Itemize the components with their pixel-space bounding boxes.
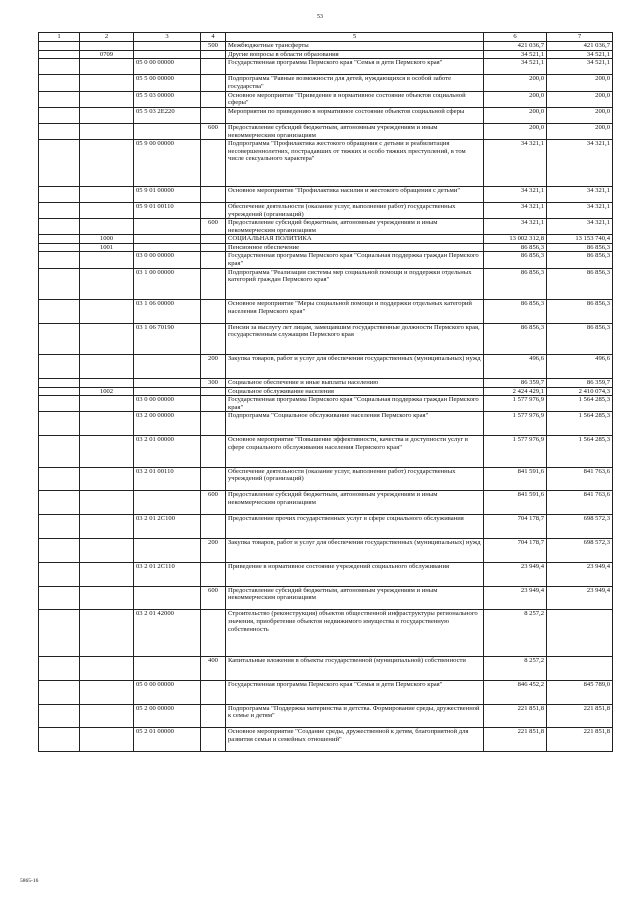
row-col1 (39, 243, 80, 252)
section-code (80, 219, 134, 235)
col-header-2: 2 (80, 33, 134, 42)
amount-year2: 34 321,1 (547, 202, 613, 218)
amount-year2: 1 564 285,3 (547, 412, 613, 436)
target-article-code: 03 1 06 70190 (134, 323, 201, 354)
item-name: Основное мероприятие "Создание среды, дружественной к детям, благоприятной для развития семьи и семейных отношений" (226, 728, 484, 752)
amount-year1: 34 321,1 (484, 219, 547, 235)
amount-year1: 23 949,4 (484, 586, 547, 610)
section-code (80, 491, 134, 515)
target-article-code: 05 0 00 00000 (134, 680, 201, 704)
col-header-3: 3 (134, 33, 201, 42)
amount-year1: 2 424 429,1 (484, 387, 547, 396)
section-code (80, 140, 134, 187)
table-row (39, 75, 613, 91)
table-row (39, 123, 613, 139)
table-row (39, 235, 613, 244)
expense-type-code: 200 (201, 355, 226, 379)
table-row (39, 610, 613, 657)
section-code (80, 75, 134, 91)
item-name: Подпрограмма "Реализация системы мер социальной помощи и поддержки отдельных категорий граждан Пермского края" (226, 268, 484, 299)
expense-type-code (201, 107, 226, 123)
item-name: Подпрограмма "Равные возможности для детей, нуждающихся в особой заботе государства" (226, 75, 484, 91)
item-name: Строительство (реконструкция) объектов общественной инфраструктуры регионального значения, приобретение объектов недвижимого имущества в государственную собственность (226, 610, 484, 657)
expense-type-code: 400 (201, 656, 226, 680)
section-code (80, 59, 134, 75)
amount-year2: 200,0 (547, 91, 613, 107)
amount-year2 (547, 610, 613, 657)
section-code (80, 355, 134, 379)
target-article-code: 05 9 01 00110 (134, 202, 201, 218)
section-code (80, 396, 134, 412)
row-col1 (39, 610, 80, 657)
expense-type-code (201, 412, 226, 436)
amount-year2: 34 321,1 (547, 140, 613, 187)
target-article-code (134, 50, 201, 59)
section-code (80, 515, 134, 539)
table-row (39, 219, 613, 235)
target-article-code: 05 9 00 00000 (134, 140, 201, 187)
item-name: Подпрограмма "Социальное обслуживание населения Пермского края" (226, 412, 484, 436)
item-name: Межбюджетные трансферты (226, 42, 484, 51)
amount-year1: 200,0 (484, 107, 547, 123)
item-name: Пенсии за выслугу лет лицам, замещавшим государственные должности Пермского края, государственным служащим Пермского края (226, 323, 484, 354)
section-code (80, 467, 134, 491)
amount-year1: 86 856,3 (484, 300, 547, 324)
amount-year1: 34 321,1 (484, 202, 547, 218)
table-row (39, 42, 613, 51)
expense-type-code (201, 75, 226, 91)
expense-type-code (201, 704, 226, 728)
table-row (39, 243, 613, 252)
row-col1 (39, 704, 80, 728)
item-name: Обеспечение деятельности (оказание услуг, выполнение работ) государственных учреждений (организаций) (226, 202, 484, 218)
item-name: Закупка товаров, работ и услуг для обеспечения государственных (муниципальных) нужд (226, 355, 484, 379)
amount-year2: 841 763,6 (547, 491, 613, 515)
section-code (80, 379, 134, 388)
amount-year2: 86 856,3 (547, 243, 613, 252)
amount-year2: 200,0 (547, 107, 613, 123)
section-code (80, 538, 134, 562)
table-row (39, 538, 613, 562)
table-row (39, 387, 613, 396)
table-row (39, 728, 613, 752)
item-name: Государственная программа Пермского края "Семья и дети Пермского края" (226, 59, 484, 75)
expense-type-code: 200 (201, 538, 226, 562)
budget-table (38, 32, 613, 752)
row-col1 (39, 396, 80, 412)
row-col1 (39, 586, 80, 610)
row-col1 (39, 75, 80, 91)
row-col1 (39, 379, 80, 388)
item-name: Государственная программа Пермского края "Семья и дети Пермского края" (226, 680, 484, 704)
table-row (39, 252, 613, 268)
expense-type-code: 500 (201, 42, 226, 51)
target-article-code (134, 355, 201, 379)
amount-year1: 221 851,8 (484, 728, 547, 752)
target-article-code: 05 5 03 00000 (134, 91, 201, 107)
target-article-code: 03 1 00 00000 (134, 268, 201, 299)
table-row (39, 396, 613, 412)
table-row (39, 91, 613, 107)
expense-type-code (201, 300, 226, 324)
row-col1 (39, 515, 80, 539)
section-code (80, 202, 134, 218)
target-article-code (134, 42, 201, 51)
item-name: Предоставление субсидий бюджетным, автономным учреждениям и иным некоммерческим организациям (226, 219, 484, 235)
amount-year2: 845 789,0 (547, 680, 613, 704)
target-article-code: 03 2 00 00000 (134, 412, 201, 436)
amount-year2: 23 949,4 (547, 586, 613, 610)
item-name: Другие вопросы в области образования (226, 50, 484, 59)
item-name: Обеспечение деятельности (оказание услуг, выполнение работ) государственных учреждений (организаций) (226, 467, 484, 491)
expense-type-code (201, 50, 226, 59)
row-col1 (39, 728, 80, 752)
amount-year2: 698 572,3 (547, 515, 613, 539)
expense-type-code (201, 91, 226, 107)
target-article-code: 03 0 00 00000 (134, 252, 201, 268)
section-code: 1002 (80, 387, 134, 396)
amount-year1: 34 321,1 (484, 140, 547, 187)
row-col1 (39, 387, 80, 396)
row-col1 (39, 140, 80, 187)
section-code (80, 412, 134, 436)
amount-year1: 1 577 976,9 (484, 412, 547, 436)
table-row (39, 412, 613, 436)
section-code (80, 186, 134, 202)
row-col1 (39, 123, 80, 139)
amount-year2: 86 359,7 (547, 379, 613, 388)
row-col1 (39, 235, 80, 244)
expense-type-code (201, 562, 226, 586)
target-article-code: 05 2 01 00000 (134, 728, 201, 752)
item-name: Основное мероприятие "Повышение эффективности, качества и доступности услуг в сфере социального обслуживания населения Пермского края" (226, 436, 484, 467)
row-col1 (39, 300, 80, 324)
amount-year2: 221 851,8 (547, 728, 613, 752)
amount-year1: 23 949,4 (484, 562, 547, 586)
amount-year2: 13 153 740,4 (547, 235, 613, 244)
section-code (80, 323, 134, 354)
table-row (39, 656, 613, 680)
table-row (39, 379, 613, 388)
amount-year2: 23 949,4 (547, 562, 613, 586)
section-code (80, 268, 134, 299)
target-article-code: 05 5 00 00000 (134, 75, 201, 91)
col-header-1: 1 (39, 33, 80, 42)
amount-year1: 34 521,1 (484, 50, 547, 59)
expense-type-code: 600 (201, 219, 226, 235)
row-col1 (39, 491, 80, 515)
target-article-code: 03 2 01 00000 (134, 436, 201, 467)
row-col1 (39, 412, 80, 436)
table-row (39, 586, 613, 610)
table-row (39, 107, 613, 123)
amount-year1: 34 521,1 (484, 59, 547, 75)
row-col1 (39, 219, 80, 235)
item-name: Закупка товаров, работ и услуг для обеспечения государственных (муниципальных) нужд (226, 538, 484, 562)
expense-type-code: 600 (201, 491, 226, 515)
item-name: Приведение в нормативное состояние учреждений социального обслуживания (226, 562, 484, 586)
target-article-code (134, 123, 201, 139)
amount-year1: 841 591,6 (484, 491, 547, 515)
item-name: Подпрограмма "Поддержка материнства и детства. Формирование среды, дружественной к семье и детям" (226, 704, 484, 728)
row-col1 (39, 355, 80, 379)
row-col1 (39, 107, 80, 123)
table-row (39, 704, 613, 728)
item-name: Мероприятия по приведению в нормативное состояние объектов социальной сферы (226, 107, 484, 123)
section-code (80, 107, 134, 123)
target-article-code (134, 586, 201, 610)
item-name: Капитальные вложения в объекты государственной (муниципальной) собственности (226, 656, 484, 680)
table-row (39, 355, 613, 379)
table-row (39, 268, 613, 299)
row-col1 (39, 91, 80, 107)
amount-year2: 34 321,1 (547, 219, 613, 235)
amount-year2: 34 521,1 (547, 59, 613, 75)
expense-type-code (201, 387, 226, 396)
section-code (80, 123, 134, 139)
item-name: Предоставление субсидий бюджетным, автономным учреждениям и иным некоммерческим организациям (226, 123, 484, 139)
table-row (39, 140, 613, 187)
amount-year2: 1 564 285,3 (547, 396, 613, 412)
row-col1 (39, 680, 80, 704)
row-col1 (39, 562, 80, 586)
col-header-6: 6 (484, 33, 547, 42)
expense-type-code: 600 (201, 586, 226, 610)
item-name: Государственная программа Пермского края "Социальная поддержка граждан Пермского края" (226, 252, 484, 268)
target-article-code (134, 379, 201, 388)
col-header-4: 4 (201, 33, 226, 42)
row-col1 (39, 436, 80, 467)
target-article-code (134, 656, 201, 680)
section-code (80, 252, 134, 268)
amount-year2: 2 410 074,3 (547, 387, 613, 396)
amount-year1: 13 002 312,8 (484, 235, 547, 244)
amount-year1: 1 577 976,9 (484, 396, 547, 412)
amount-year2: 86 856,3 (547, 268, 613, 299)
target-article-code (134, 235, 201, 244)
amount-year2: 200,0 (547, 75, 613, 91)
amount-year2: 34 521,1 (547, 50, 613, 59)
row-col1 (39, 538, 80, 562)
expense-type-code (201, 436, 226, 467)
expense-type-code (201, 59, 226, 75)
expense-type-code (201, 252, 226, 268)
item-name: Основное мероприятие "Меры социальной помощи и поддержки отдельных категорий населения Пермского края" (226, 300, 484, 324)
target-article-code (134, 243, 201, 252)
item-name: Социальное обслуживание населения (226, 387, 484, 396)
row-col1 (39, 268, 80, 299)
expense-type-code (201, 243, 226, 252)
section-code (80, 42, 134, 51)
column-number-row (39, 33, 613, 42)
target-article-code: 03 1 06 00000 (134, 300, 201, 324)
item-name: Основное мероприятие "Профилактика насилия и жестокого обращения с детьми" (226, 186, 484, 202)
table-row (39, 562, 613, 586)
item-name: Пенсионное обеспечение (226, 243, 484, 252)
target-article-code (134, 538, 201, 562)
amount-year1: 86 856,3 (484, 252, 547, 268)
col-header-7: 7 (547, 33, 613, 42)
expense-type-code (201, 323, 226, 354)
target-article-code (134, 219, 201, 235)
section-code (80, 436, 134, 467)
amount-year2 (547, 656, 613, 680)
budget-table-body (39, 42, 613, 752)
table-row (39, 680, 613, 704)
table-row (39, 467, 613, 491)
amount-year2: 841 763,6 (547, 467, 613, 491)
target-article-code: 03 2 01 42000 (134, 610, 201, 657)
section-code: 0709 (80, 50, 134, 59)
expense-type-code: 300 (201, 379, 226, 388)
target-article-code: 05 0 00 00000 (134, 59, 201, 75)
amount-year1: 200,0 (484, 91, 547, 107)
amount-year2: 1 564 285,3 (547, 436, 613, 467)
table-row (39, 59, 613, 75)
item-name: СОЦИАЛЬНАЯ ПОЛИТИКА (226, 235, 484, 244)
section-code (80, 704, 134, 728)
expense-type-code (201, 202, 226, 218)
target-article-code (134, 491, 201, 515)
amount-year1: 200,0 (484, 75, 547, 91)
footer-code: 5865-16 (20, 878, 39, 884)
table-row (39, 323, 613, 354)
table-row (39, 186, 613, 202)
amount-year1: 841 591,6 (484, 467, 547, 491)
amount-year1: 704 178,7 (484, 538, 547, 562)
amount-year1: 496,6 (484, 355, 547, 379)
amount-year2: 698 572,3 (547, 538, 613, 562)
section-code: 1001 (80, 243, 134, 252)
expense-type-code (201, 396, 226, 412)
item-name: Предоставление прочих государственных услуг в сфере социального обслуживания (226, 515, 484, 539)
amount-year2: 221 851,8 (547, 704, 613, 728)
col-header-5: 5 (226, 33, 484, 42)
row-col1 (39, 202, 80, 218)
expense-type-code (201, 235, 226, 244)
table-row (39, 300, 613, 324)
amount-year1: 34 321,1 (484, 186, 547, 202)
section-code (80, 586, 134, 610)
section-code: 1000 (80, 235, 134, 244)
amount-year2: 200,0 (547, 123, 613, 139)
section-code (80, 728, 134, 752)
section-code (80, 300, 134, 324)
expense-type-code (201, 610, 226, 657)
row-col1 (39, 50, 80, 59)
item-name: Подпрограмма "Профилактика жестокого обращения с детьми и реабилитация несовершеннолетних, пострадавших от тяжких и особо тяжких преступлений, в том числе сексуального характера" (226, 140, 484, 187)
amount-year1: 86 856,3 (484, 243, 547, 252)
table-row (39, 202, 613, 218)
item-name: Государственная программа Пермского края "Социальная поддержка граждан Пермского края" (226, 396, 484, 412)
amount-year2: 34 321,1 (547, 186, 613, 202)
amount-year1: 421 036,7 (484, 42, 547, 51)
target-article-code: 03 0 00 00000 (134, 396, 201, 412)
row-col1 (39, 59, 80, 75)
expense-type-code (201, 268, 226, 299)
page-number: 53 (317, 14, 323, 20)
amount-year2: 86 856,3 (547, 252, 613, 268)
amount-year1: 8 257,2 (484, 610, 547, 657)
amount-year1: 200,0 (484, 123, 547, 139)
target-article-code: 05 5 03 2Е220 (134, 107, 201, 123)
row-col1 (39, 252, 80, 268)
section-code (80, 680, 134, 704)
item-name: Социальное обеспечение и иные выплаты населению (226, 379, 484, 388)
table-row (39, 436, 613, 467)
expense-type-code (201, 515, 226, 539)
target-article-code (134, 387, 201, 396)
amount-year2: 421 036,7 (547, 42, 613, 51)
amount-year1: 704 178,7 (484, 515, 547, 539)
section-code (80, 91, 134, 107)
expense-type-code (201, 467, 226, 491)
amount-year1: 86 856,3 (484, 268, 547, 299)
amount-year1: 86 856,3 (484, 323, 547, 354)
section-code (80, 562, 134, 586)
row-col1 (39, 656, 80, 680)
item-name: Предоставление субсидий бюджетным, автономным учреждениям и иным некоммерческим организациям (226, 491, 484, 515)
table-row (39, 491, 613, 515)
expense-type-code (201, 728, 226, 752)
target-article-code: 03 2 01 2С100 (134, 515, 201, 539)
expense-type-code (201, 140, 226, 187)
amount-year1: 221 851,8 (484, 704, 547, 728)
expense-type-code (201, 680, 226, 704)
table-row (39, 50, 613, 59)
target-article-code: 05 9 01 00000 (134, 186, 201, 202)
amount-year1: 846 452,2 (484, 680, 547, 704)
amount-year1: 1 577 976,9 (484, 436, 547, 467)
expense-type-code (201, 186, 226, 202)
section-code (80, 656, 134, 680)
section-code (80, 610, 134, 657)
amount-year2: 496,6 (547, 355, 613, 379)
amount-year2: 86 856,3 (547, 323, 613, 354)
amount-year1: 8 257,2 (484, 656, 547, 680)
row-col1 (39, 323, 80, 354)
expense-type-code: 600 (201, 123, 226, 139)
row-col1 (39, 42, 80, 51)
item-name: Предоставление субсидий бюджетным, автономным учреждениям и иным некоммерческим организациям (226, 586, 484, 610)
target-article-code: 05 2 00 00000 (134, 704, 201, 728)
item-name: Основное мероприятие "Приведение в нормативное состояние объектов социальной сферы" (226, 91, 484, 107)
amount-year1: 86 359,7 (484, 379, 547, 388)
target-article-code: 03 2 01 00110 (134, 467, 201, 491)
row-col1 (39, 186, 80, 202)
amount-year2: 86 856,3 (547, 300, 613, 324)
table-row (39, 515, 613, 539)
row-col1 (39, 467, 80, 491)
target-article-code: 03 2 01 2С110 (134, 562, 201, 586)
